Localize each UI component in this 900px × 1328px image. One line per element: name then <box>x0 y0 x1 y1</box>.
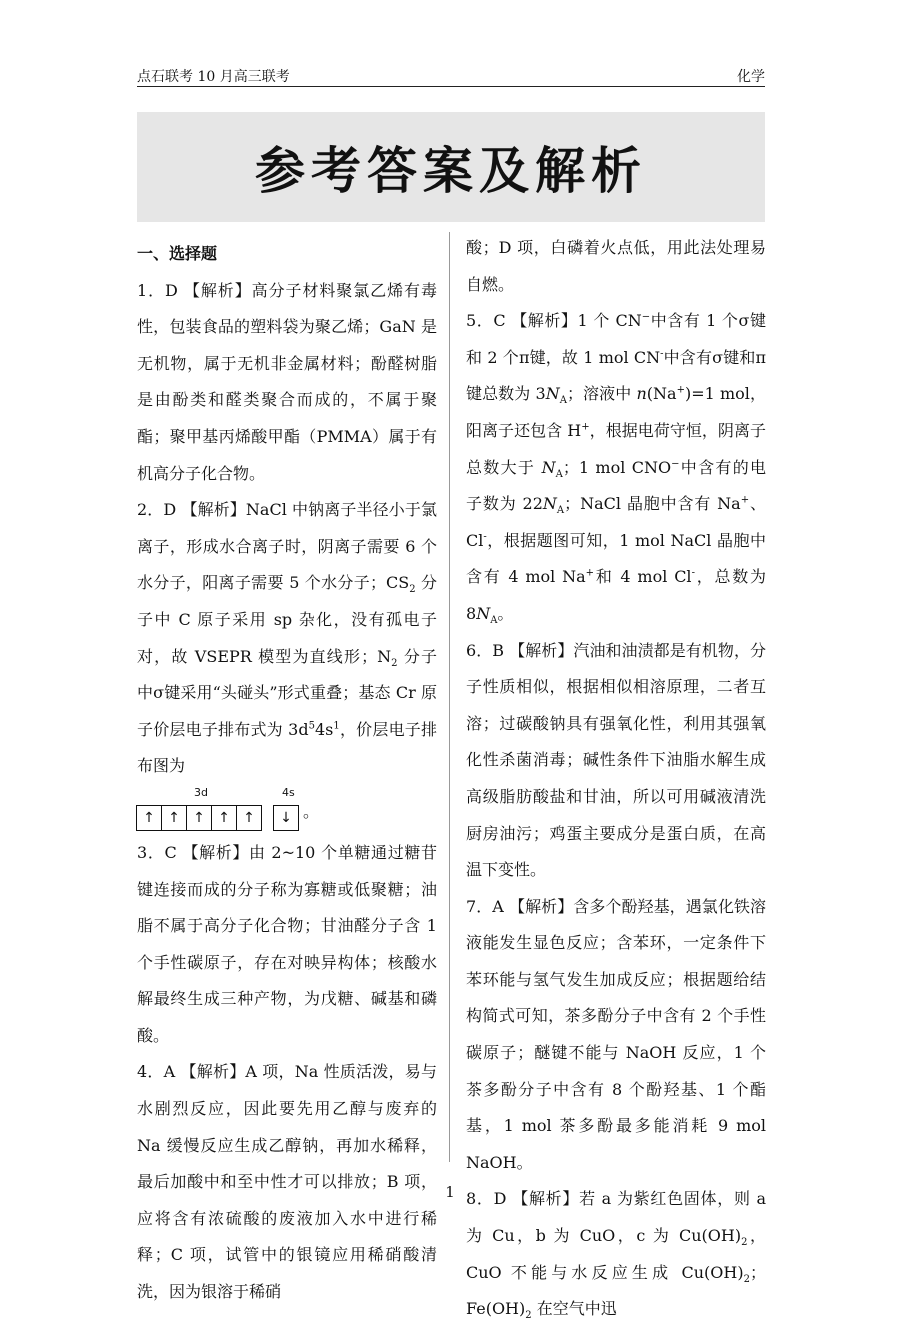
title-banner <box>137 112 765 222</box>
orbital-cell: ↑ <box>211 805 237 831</box>
orbital-label-3d: 3d <box>194 785 208 799</box>
answer-3: 3．C 【解析】由 2~10 个单糖通过糖苷键连接而成的分子称为寡糖或低聚糖；油脂不属于高分子化合物；甘油醛分子含 1 个手性碳原子，存在对映异构体；核酸水解最终生成三种产物，为戊糖、碱基和磷酸。 <box>137 842 437 1045</box>
right-column <box>466 230 766 1328</box>
answer-5: 5．C 【解析】1 个 CN−中含有 1 个σ键和 2 个π键，故 1 mol CN-中含有σ键和π键总数为 $3N_A$；溶液中 n(Na+)=1 mol，阳离子还包含 H+，根据电荷守恒，阴离子总数大于 $N_A$；1 mol CNO−中含有的电子数为 $22N_A$；NaCl 晶胞中含有 Na+、Cl-，根据题图可知，1 mol NaCl 晶胞中含有 4 mol Na+和 4 mol Cl-，总数为 $8N_A$。 <box>466 311 766 627</box>
answer-8: 8．D 【解析】若 a 为紫红色固体，则 a 为 Cu，b 为 CuO，c 为 $Cu(OH)_2$，CuO 不能与水反应生成 $Cu(OH)_2$；$Fe(OH)_2$ 在空气中迅 <box>466 1189 766 1322</box>
answer-4: 4．A 【解析】A 项，Na 性质活泼，易与水剧烈反应，因此要先用乙醇与废弃的 Na 缓慢反应生成乙醇钠，再加水稀释，最后加酸中和至中性才可以排放；B 项，应将含有浓硫酸的废液加入水中进行稀释；C 项，试管中的银镜应用稀硝酸清洗，因为银溶于稀硝 <box>137 1062 437 1302</box>
section-heading: 一、选择题 <box>137 244 218 263</box>
left-column <box>137 236 437 1302</box>
page-title: 参考答案及解析 <box>255 142 647 200</box>
column-divider <box>449 232 450 1162</box>
orbital-label-4s: 4s <box>282 785 295 799</box>
orbital-cell: ↑ <box>136 805 162 831</box>
orbital-4s <box>274 805 299 831</box>
orbital-cell: ↑ <box>186 805 212 831</box>
header-exam-name: 点石联考 10 月高三联考 <box>137 69 290 85</box>
orbital-cell: ↑ <box>161 805 187 831</box>
answer-7: 7．A 【解析】含多个酚羟基，遇氯化铁溶液能发生显色反应；含苯环，一定条件下苯环能与氢气发生加成反应；根据题给结构简式可知，茶多酚分子中含有 2 个手性碳原子；醚键不能与 NaOH 反应，1 个茶多酚分子中含有 8 个酚羟基、1 个酯基，1 mol 茶多酚最多能消耗 9 mol NaOH。 <box>466 896 766 1172</box>
header-subject: 化学 <box>737 69 765 85</box>
orbital-end-mark: 。 <box>303 802 320 822</box>
page-number: 1 <box>445 1183 455 1201</box>
answer-1: 1．D 【解析】高分子材料聚氯乙烯有毒性，包装食品的塑料袋为聚乙烯；GaN 是无机物，属于无机非金属材料；酚醛树脂是由酚类和醛类聚合而成的，不属于聚酯；聚甲基丙烯酸甲酯（PMMA）属于有机高分子化合物。 <box>137 280 437 483</box>
page-header <box>137 64 765 87</box>
orbital-cell: ↓ <box>273 805 299 831</box>
answer-2: 2．D 【解析】NaCl 中钠离子半径小于氯离子，形成水合离子时，阴离子需要 6 个水分子，阳离子需要 5 个水分子；$CS_2$ 分子中 C 原子采用 sp 杂化，没有孤电子对，故 VSEPR 模型为直线形；$N_2$ 分子中σ键采用“头碰头”形式重叠；基态 Cr 原子价层电子排布式为 $3d^54s^1$，价层电子排布图为 <box>137 500 437 776</box>
orbital-3d <box>137 805 262 831</box>
orbital-diagram <box>137 787 437 831</box>
answer-4-continued: 酸；D 项，白磷着火点低，用此法处理易自燃。 <box>466 238 766 294</box>
orbital-cell: ↑ <box>236 805 262 831</box>
answer-6: 6．B 【解析】汽油和油渍都是有机物，分子性质相似，根据相似相溶原理，二者互溶；过碳酸钠具有强氧化性，利用其强氧化性杀菌消毒；碱性条件下油脂水解生成高级脂肪酸盐和甘油，所以可用碱液清洗厨房油污；鸡蛋主要成分是蛋白质，在高温下变性。 <box>466 640 766 880</box>
